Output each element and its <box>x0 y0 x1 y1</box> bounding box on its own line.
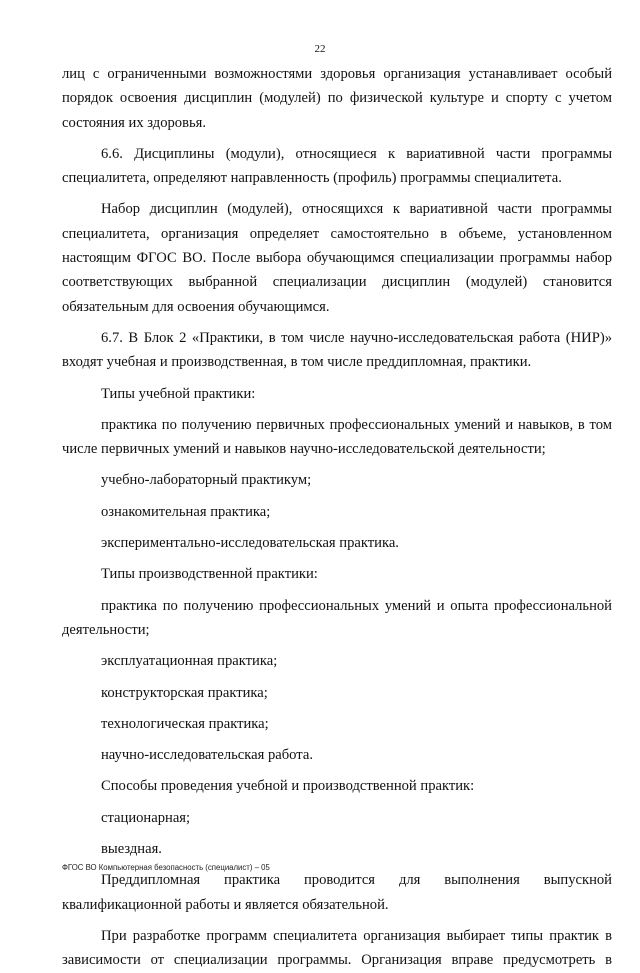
paragraph-health-limits: лиц с ограниченными возможностями здоровья организация устанавливает особый порядок освоения дисциплин (модулей) по физической культуре и спорту с учетом состояния их здоровья. <box>62 66 612 131</box>
list-item: практика по получению профессиональных умений и опыта профессиональной деятельности; <box>62 597 612 638</box>
list-item: научно-исследовательская работа. <box>101 747 313 764</box>
paragraph-6-7: 6.7. В Блок 2 «Практики, в том числе научно-исследовательская работа (НИР)» входят учебная и производственная, в том числе преддипломная, практики. <box>62 329 612 371</box>
document-body <box>62 62 612 973</box>
paragraph-6-6: 6.6. Дисциплины (модули), относящиеся к вариативной части программы специалитета, определяют направленность (профиль) программы специалитета. <box>62 145 612 187</box>
paragraph-practice-methods: Способы проведения учебной и производственной практик: <box>101 778 475 795</box>
list-item: экспериментально-исследовательская практика. <box>101 535 399 552</box>
page-number: 22 <box>314 43 326 55</box>
paragraph-pre-diploma: Преддипломная практика проводится для выполнения выпускной квалификационной работы и является обязательной. <box>62 872 612 913</box>
paragraph-production-practice-types: Типы производственной практики: <box>101 566 318 583</box>
list-item: ознакомительная практика; <box>101 503 271 520</box>
list-item: учебно-лабораторный практикум; <box>101 472 312 489</box>
list-item: технологическая практика; <box>101 715 269 732</box>
paragraph-educational-practice-types: Типы учебной практики: <box>101 385 256 402</box>
paragraph-discipline-set: Набор дисциплин (модулей), относящихся к вариативной части программы специалитета, организация определяет самостоятельно в объеме, установленном настоящим ФГОС ВО. После выбора обучающимся специализации программы набор соответствующих выбранной специализации дисциплин (модулей) становится обязательным для освоения обучающимся. <box>62 201 612 315</box>
list-item: стационарная; <box>101 809 191 826</box>
paragraph-program-development: При разработке программ специалитета организация выбирает типы практик в зависимости от специализации программы. Организация вправе предусмотреть в <box>62 927 612 969</box>
page-footer: ФГОС ВО Компьютерная безопасность (специалист) – 05 <box>62 863 270 872</box>
list-item: практика по получению первичных профессиональных умений и навыков, в том числе первичных умений и навыков научно-исследовательской деятельности; <box>62 416 612 458</box>
list-item: выездная. <box>101 841 162 858</box>
list-item: конструкторская практика; <box>101 684 268 701</box>
list-item: эксплуатационная практика; <box>101 653 278 670</box>
